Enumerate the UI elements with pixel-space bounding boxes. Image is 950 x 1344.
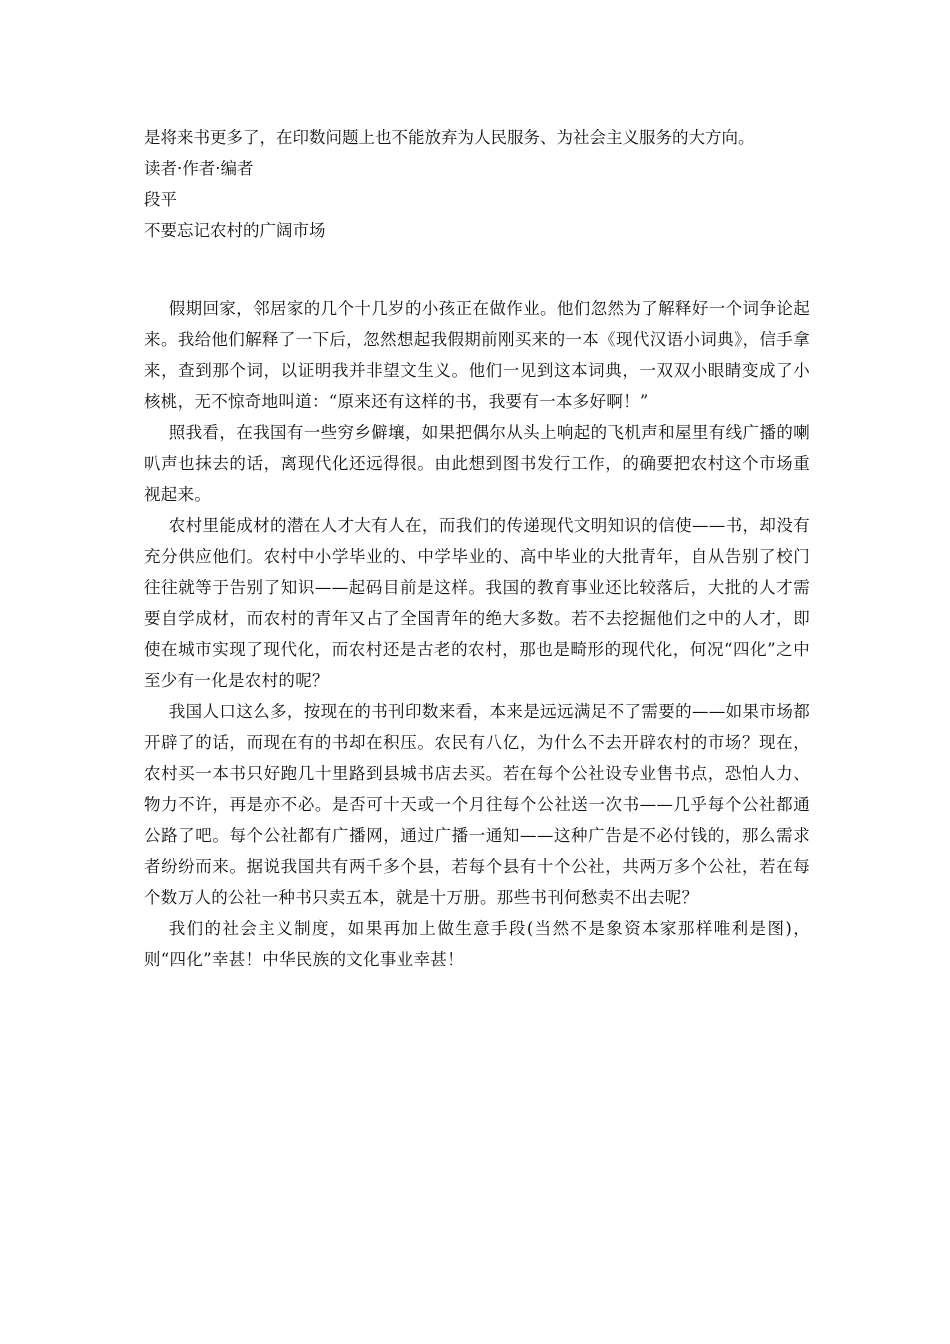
column-label: 读者·作者·编者	[144, 159, 254, 178]
paragraph: 照我看，在我国有一些穷乡僻壤，如果把偶尔从头上响起的飞机声和屋里有线广播的喇叭声也抹去的话，离现代化还远得很。由此想到图书发行工作，的确要把农村这个市场重视起来。	[144, 423, 810, 504]
article-title: 不要忘记农村的广阔市场	[144, 221, 326, 240]
paragraph: 假期回家，邻居家的几个十几岁的小孩正在做作业。他们忽然为了解释好一个词争论起来。我给他们解释了一下后，忽然想起我假期前刚买来的一本《现代汉语小词典》，信手拿来，查到那个词，以证明我并非望文生义。他们一见到这本词典，一双双小眼睛变成了小核桃，无不惊奇地叫道：“原来还有这样的书，我要有一本多好啊！”	[144, 299, 810, 411]
carryover-line: 是将来书更多了，在印数问题上也不能放弃为人民服务、为社会主义服务的大方向。	[144, 128, 755, 147]
author-name: 段平	[144, 190, 177, 209]
paragraph: 我国人口这么多，按现在的书刊印数来看，本来是远远满足不了需要的——如果市场都开辟了的话，而现在有的书却在积压。农民有八亿，为什么不去开辟农村的市场？现在，农村买一本书只好跑几十里路到县城书店去买。若在每个公社设专业售书点，恐怕人力、物力不许，再是亦不必。是否可十天或一个月往每个公社送一次书——几乎每个公社都通公路了吧。每个公社都有广播网，通过广播一通知——这种广告是不必付钱的，那么需求者纷纷而来。据说我国共有两千多个县，若每个县有十个公社，共两万多个公社，若在每个数万人的公社一种书只卖五本，就是十万册。那些书刊何愁卖不出去呢？	[144, 702, 810, 907]
paragraph: 农村里能成材的潜在人才大有人在，而我们的传递现代文明知识的信使——书，却没有充分供应他们。农村中小学毕业的、中学毕业的、高中毕业的大批青年，自从告别了校门往往就等于告别了知识——起码目前是这样。我国的教育事业还比较落后，大批的人才需要自学成材，而农村的青年又占了全国青年的绝大多数。若不去挖掘他们之中的人才，即使在城市实现了现代化，而农村还是古老的农村，那也是畸形的现代化，何况“四化”之中至少有一化是农村的呢？	[144, 516, 810, 690]
paragraph: 我们的社会主义制度，如果再加上做生意手段(当然不是象资本家那样唯利是图)，则“四化”幸甚！中华民族的文化事业幸甚！	[144, 919, 810, 969]
article-body	[144, 122, 810, 975]
title-spacer	[144, 246, 810, 293]
